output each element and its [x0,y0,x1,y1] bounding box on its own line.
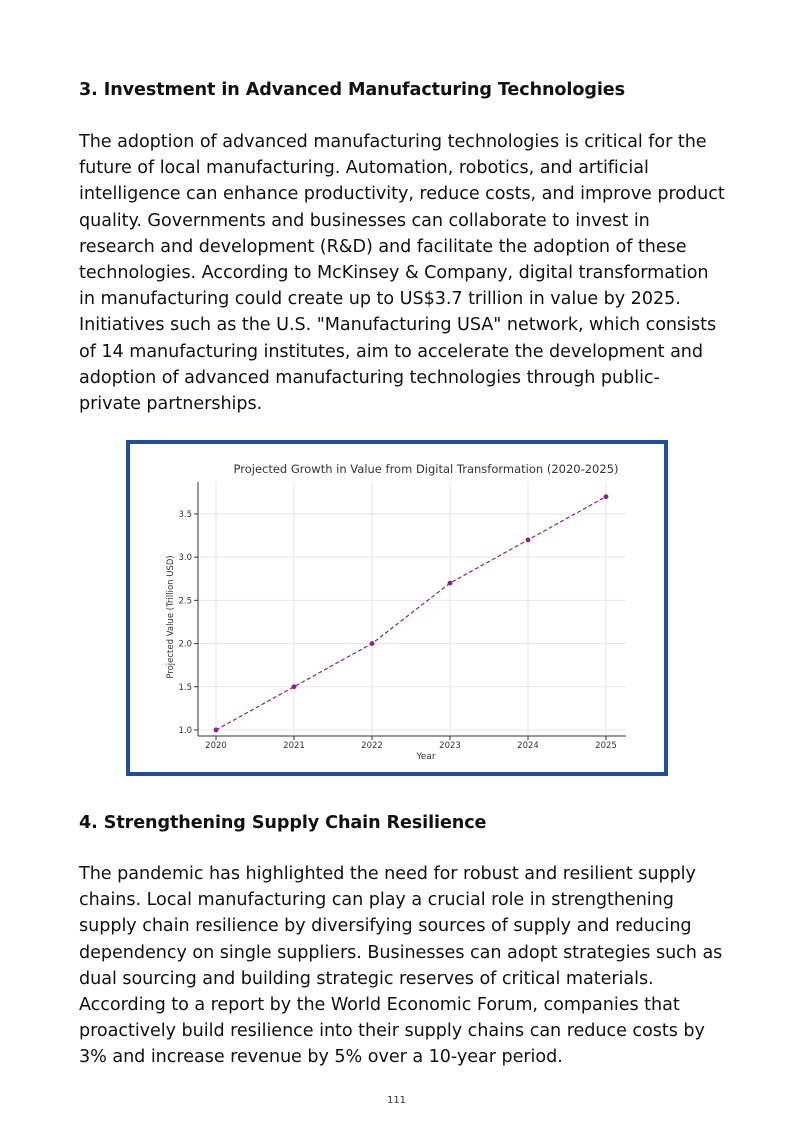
paragraph-line: dual sourcing and building strategic reserves of critical materials. [79,968,654,989]
y-tick-label: 1.0 [178,725,192,736]
x-tick-label: 2020 [205,741,227,751]
paragraph-line: research and development (R&D) and facilitate the adoption of these [79,236,687,257]
y-tick-label: 3.5 [178,509,192,520]
paragraph-line: intelligence can enhance productivity, reduce costs, and improve product [79,184,725,205]
paragraph-line: future of local manufacturing. Automation, robotics, and artificial [79,158,649,179]
y-tick-label: 2.5 [178,596,192,607]
x-tick-label: 2025 [595,741,617,751]
chart-title: Projected Growth in Value from Digital Transformation (2020-2025) [233,462,619,476]
x-axis-label: Year [416,752,436,762]
paragraph-line: The adoption of advanced manufacturing technologies is critical for the [79,132,707,152]
paragraph-line: The pandemic has highlighted the need for robust and resilient supply [79,864,696,884]
data-point [214,728,219,733]
paragraph-line: 3% and increase revenue by 5% over a 10-year period. [79,1047,563,1068]
y-axis-label: Projected Value (Trillion USD) [166,555,176,679]
data-point [604,494,609,499]
y-tick-label: 3.0 [178,553,192,564]
data-point [448,581,453,586]
series-line [216,497,606,730]
page-number: 111 [386,1095,407,1106]
y-tick-label: 1.5 [178,682,192,693]
paragraph-line: technologies. According to McKinsey & Company, digital transformation [79,263,709,284]
paragraph-line: of 14 manufacturing institutes, aim to accelerate the development and [79,341,704,362]
paragraph-line: in manufacturing could create up to US$3.7 trillion in value by 2025. [79,289,681,310]
x-tick-label: 2023 [439,741,461,751]
data-point [526,537,531,542]
section-heading: 4. Strengthening Supply Chain Resilience [79,813,487,833]
paragraph-line: According to a report by the World Economic Forum, companies that [79,995,680,1016]
x-tick-label: 2022 [361,741,383,751]
paragraph-line: private partnerships. [79,394,263,415]
line-chart [130,444,664,772]
paragraph-line: dependency on single suppliers. Businesses can adopt strategies such as [79,942,723,963]
x-tick-label: 2024 [517,741,539,751]
data-point [370,641,375,646]
data-point [292,684,297,689]
chart-figure [126,440,668,776]
section-paragraph [79,129,729,417]
section-heading: 3. Investment in Advanced Manufacturing Technologies [79,80,625,100]
paragraph-line: chains. Local manufacturing can play a crucial role in strengthening [79,890,674,911]
section-paragraph [79,861,729,1071]
paragraph-line: quality. Governments and businesses can collaborate to invest in [79,210,650,231]
paragraph-line: supply chain resilience by diversifying sources of supply and reducing [79,916,692,937]
y-tick-label: 2.0 [178,639,192,650]
paragraph-line: proactively build resilience into their supply chains can reduce costs by [79,1021,705,1042]
x-tick-label: 2021 [283,741,305,751]
paragraph-line: adoption of advanced manufacturing technologies through public- [79,367,660,388]
paragraph-line: Initiatives such as the U.S. "Manufacturing USA" network, which consists [79,315,717,336]
